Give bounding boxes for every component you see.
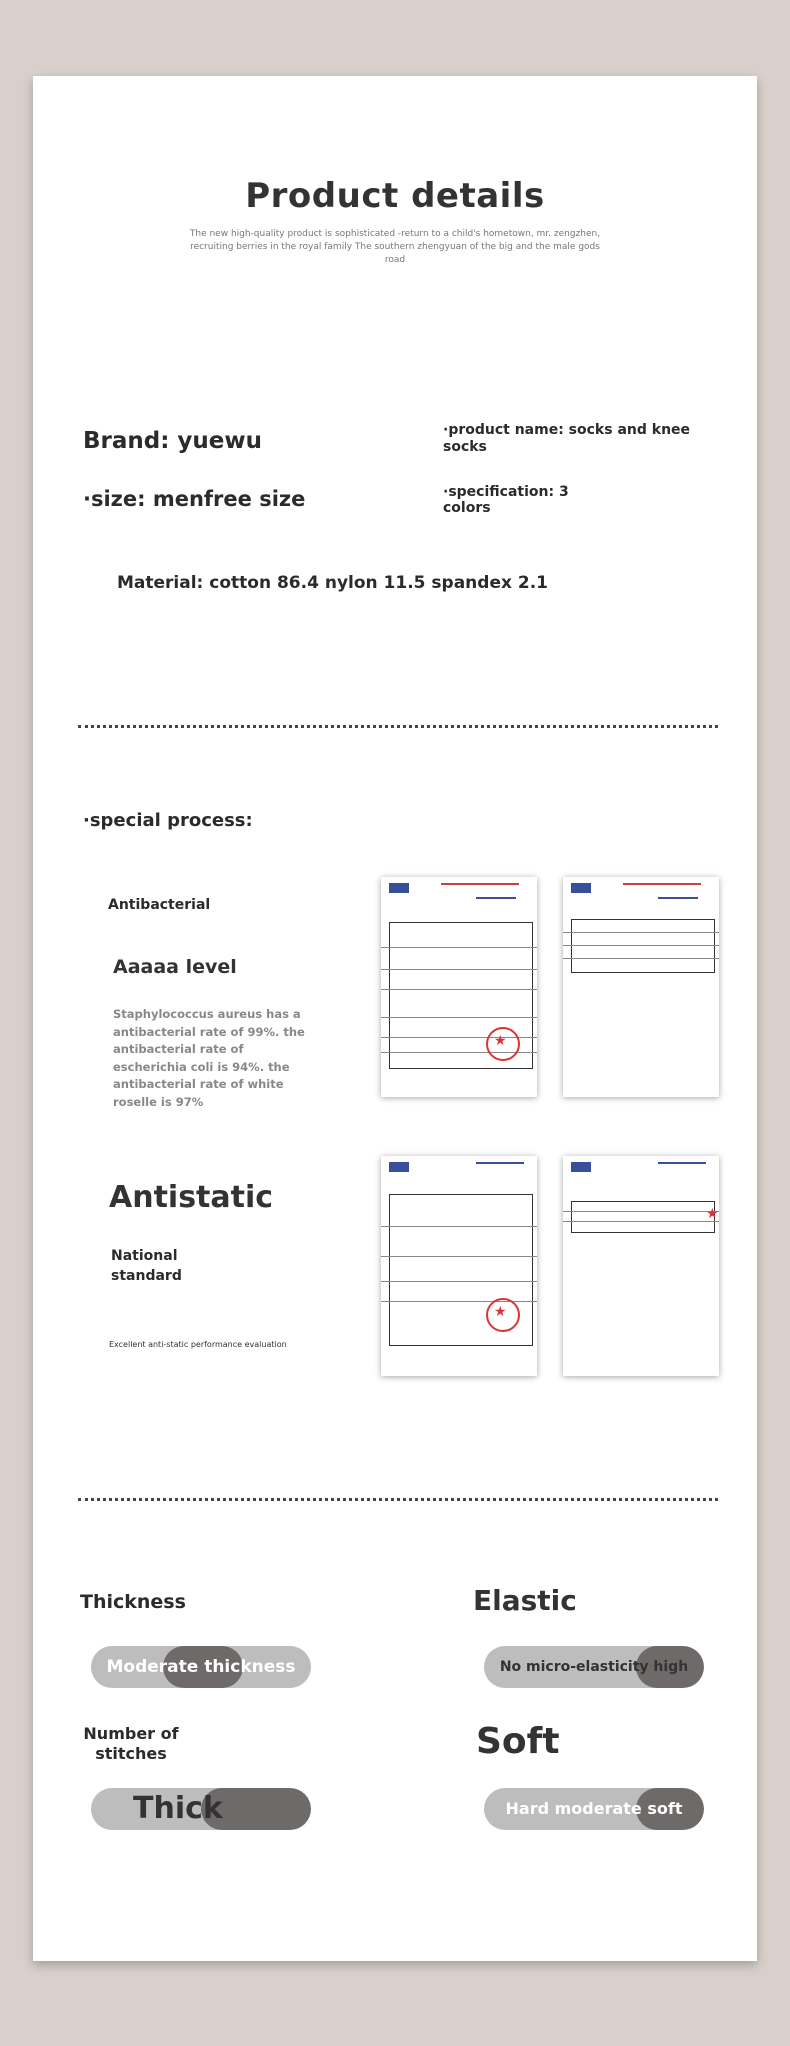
antistatic-report-doc-2: ★: [563, 1156, 719, 1376]
antibacterial-label: Antibacterial: [108, 897, 211, 913]
product-details-card: [33, 76, 757, 1961]
soft-label: Soft: [476, 1721, 560, 1762]
stitches-indicator: [91, 1788, 311, 1830]
product-name-text: ·product name: socks and knee socks: [443, 422, 691, 455]
page-subtitle: The new high-quality product is sophisticated -return to a child's hometown, mr. zengzhen, recruiting berries in the royal family The southern zhengyuan of the big and the male gods road: [189, 229, 601, 265]
test-report-doc-2: [563, 877, 719, 1097]
size-text: ·size: menfree size: [83, 487, 306, 511]
elastic-value: No micro-elasticity high: [499, 1659, 689, 1675]
antistatic-title: Antistatic: [109, 1180, 274, 1215]
thickness-label: Thickness: [80, 1591, 186, 1613]
antistatic-subtitle: National standard: [111, 1248, 182, 1284]
special-process-heading: ·special process:: [83, 810, 253, 831]
thickness-indicator: [91, 1646, 311, 1688]
antibacterial-level: Aaaaa level: [113, 956, 237, 978]
antibacterial-description: Staphylococcus aureus has a antibacterial rate of 99%. the antibacterial rate of escherichia coli is 94%. the antibacterial rate of white roselle is 97%: [113, 1007, 305, 1109]
stitches-value: Thick: [133, 1791, 223, 1826]
soft-indicator: [484, 1788, 704, 1830]
page-title: Product details: [245, 176, 545, 216]
soft-value: Hard moderate soft: [505, 1799, 683, 1818]
antistatic-report-doc-1: ★: [381, 1156, 537, 1376]
material-text: Material: cotton 86.4 nylon 11.5 spandex 2.1: [117, 573, 548, 593]
specification-text: ·specification: 3 colors: [443, 484, 569, 516]
brand-text: Brand: yuewu: [83, 428, 263, 454]
antistatic-note: Excellent anti-static performance evaluation: [109, 1340, 287, 1349]
section-divider-2: [78, 1498, 718, 1501]
elastic-label: Elastic: [473, 1584, 577, 1617]
section-divider: [78, 725, 718, 728]
thickness-value: Moderate thickness: [106, 1657, 296, 1677]
test-report-doc-1: ★: [381, 877, 537, 1097]
elastic-indicator: [484, 1646, 704, 1688]
stitches-label: Number of stitches: [83, 1724, 179, 1763]
